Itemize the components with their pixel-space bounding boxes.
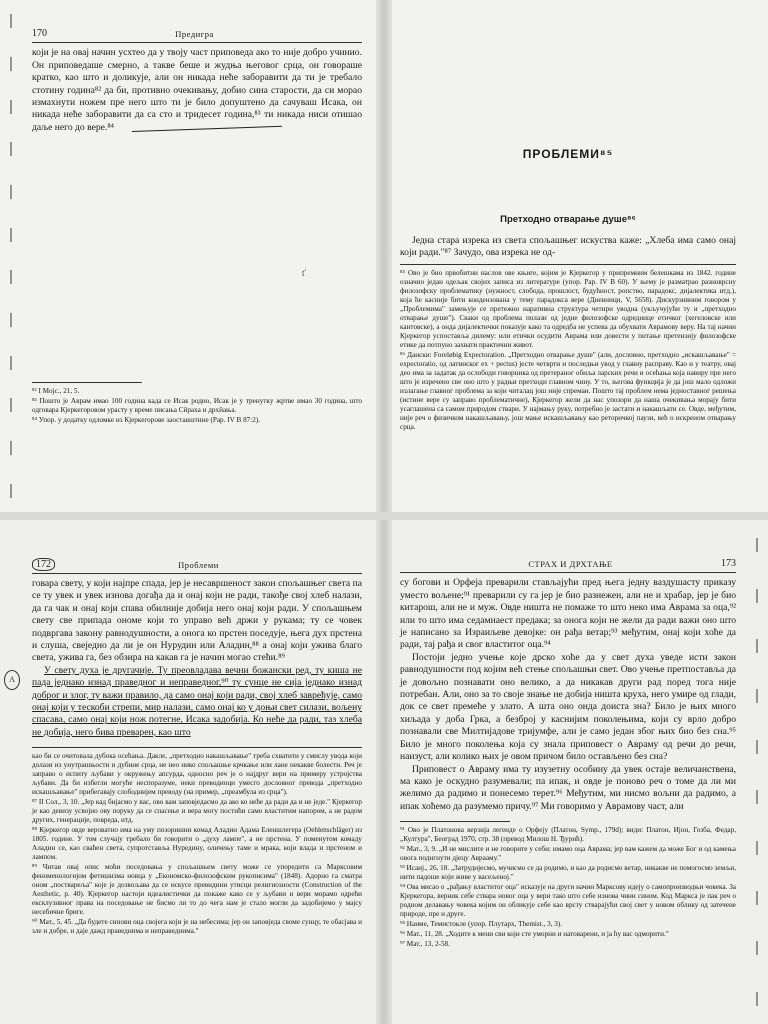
page-header xyxy=(32,558,362,574)
page-number: 172 xyxy=(32,558,55,571)
right-edge-binding-marks xyxy=(746,520,768,1024)
page-header xyxy=(32,28,362,43)
section-title: Претходно отварање душе⁸⁶ xyxy=(500,214,636,226)
footnote: ⁸⁵ Ово је био првобитни наслов ове књиге, којим је Кјеркегор у припремним белешкама из 1842. године означио један одељак својих записа из литературе (упор. Pap. IV B 60). У њему је разматрао разноврсну филозофску проблематику (нужност, слобода, прошлост, будућност, ропство, парадокс, дијалектика итд.), која ће касније бити кондензована у тему парадокса вере (Дневници, V, 5658). Дискурзивним говором у „Проблемима" замењује се претежно наративна структура четири уводна (укључујући ту и „претходно отварање душе"). Сваки од проблема полази од једне филозофске одреднице етичког (хегеловске или кантовске), а онда дијалектички показује како та одредба не успева да обухвати Аврамову веру. На тај начин Кјеркегор успоставља дилему: или етички осудити Аврама или довести у питање претензију филозофске етике да потпуно захвати практични живот. xyxy=(400,268,736,349)
paragraph: Приповест о Авраму има ту изузетну особину да увек остаје величанствена, ма како је оскудно разумевали; па ипак, и овде је поново реч о томе да ли ми желимо да радимо и понесемо терет.⁹⁶ Међутим, ми нисмо вољни да радимо, а ипак хоћемо да разумемо причу.⁹⁷ Ми говоримо у Аврамову част, али xyxy=(400,763,736,812)
paragraph: Једна стара изрека из света спољашњег искуства каже: „Хлеба има само онај који ради."⁸⁷ Зачудо, ова изрека не од- xyxy=(400,234,736,259)
page-170 xyxy=(32,0,362,512)
body-text xyxy=(32,47,362,134)
page-number: 170 xyxy=(32,28,47,39)
running-head: СТРАХ И ДРХТАЊЕ xyxy=(528,559,613,569)
running-head: Предигра xyxy=(175,29,214,39)
footnote: ⁹⁵ Наиме, Темистокле (упор. Плутарх, Themist., 3, 3). xyxy=(400,920,563,929)
running-head: Проблеми xyxy=(178,559,219,570)
page-171 xyxy=(400,0,736,512)
chapter-title: ПРОБЛЕМИ⁸⁵ xyxy=(522,147,614,161)
body-text xyxy=(400,235,736,260)
bottom-photocopy-sheet xyxy=(0,520,768,1024)
paragraph: Постоји једно учење које дрско хоће да у свет духа уведе исти закон равнодушности под којим већ стење спољашњи свет. Ово учење претпоставља да је довољно познавати оно велико, а да никакав други рад поред тога није потребан. Али, оно за то своје знање не добија ништа круха, него умире од глади, док се свет прeмеће у злато. А шта оно онда доиста зна? Било је њих много хиљада у доба Грка, а безброј у каснијим поколењима, који су врло добро познавали све Милтијадове тријумфе, али је само један због њих био без сна.⁹⁵ Било је много поколења која су знала приповест о Авраму од речи до речи, наизуст, али колико њих је овом причом било остављено без сна? xyxy=(400,651,736,763)
book-gutter xyxy=(376,520,392,1024)
paragraph: који је на овај начин усхтео да у твоју част приповеда ако то није добро учинио. Он приповедаше смерно, а такве беше и жудња његовог срца, он говораше кратко, као што и доликује, али он никада неће заборавити да ти је требало стотину година⁸² да би, противно очекивању, добио сина старости, да си морао измахнути ножем пре него што ти је било допуштено да сачуваш Исака, он никада неће заборавити да са сто и тридесет година,⁸³ ти никада ниси отишао даље него до вере.⁸⁴ xyxy=(32,47,362,133)
stray-mark: ť xyxy=(302,268,306,278)
footnote: ⁸³ Пошто је Аврам имао 100 година када се Исак родио, Исак је у тренутку жртве имао 30 година, што одговара Кјеркегоровом урасту у време писања Сйраха и дрхйања. xyxy=(32,397,362,415)
page-172 xyxy=(32,520,362,1024)
body-text xyxy=(400,577,736,813)
footnote: ⁸⁸ Кјеркегор овде вероватно има на уму позоришни комад Аладин Адама Еленшлегера (Oehlenschläger) из 1805. године. У том случају требало би говорити о „духу лампе", а не прстена. У поменутом комаду Аладин се, као сваћен света, супротстављa Нурединy, оличењу таме и мрака, који влада и прстеном и лампом. xyxy=(32,826,362,862)
footnote: као би се очитовала дубока осећања. Дакле, „претходно накашљавање" треба схватити у смислу увода који долази из унутрашњости и дубине срца, не нео нико спољашње крчкање или лане некакве болести. Реч је заправо о испиту љубави у окружењу апсурда, односно реч је о најдруг вери на примеру устројства љубави. Да би избегли могуће неспоразуме, неки преводиоци умесго дословног превода „претходно искашљавање" прибегавају слободнијем преводу (на пример, „преамбула из срца"). xyxy=(32,752,362,797)
body-text xyxy=(32,578,362,739)
page-number: 173 xyxy=(721,558,736,569)
footnote: ⁸⁶ Дански: Foreløbig Expectoration. „Претходно отварање душе" (али, дословно, претходно „искашљавање" = expectoratio, од латинског ex + pectus) јесте четврти и последњи увод у главну расправу. Као и у театру, овај део има за задатак да ослободи говорника од претераног обиља ларских речи и осећања која навиру пре него што је изречено све оно што у радњи претходи главном чину. У то, његова функција је да још мало одложи излагање главног проблема за који читалац још није спреман. Пошто тај проблем нема једноставног решења (истине вере су заправо проблематичне), Кјеркегор жели да нас упозори да наша очекивања морају бити усаглашена са самом природом ствари. У најмању руку, потребно је застати и накашљати се. Овде, међутим, није реч о физичком накашљавању, још мање искашљавању као реторичкој паузи, већ о искреном отварању срца. xyxy=(400,350,736,431)
footnote-rule xyxy=(32,382,142,383)
footnote: ⁸⁴ Упор. у додатку одломке из Кјеркегорове заоставштине (Pap. IV B 87:2). xyxy=(32,416,261,425)
footnote-rule xyxy=(32,747,362,748)
footnotes xyxy=(32,387,362,425)
footnote-rule xyxy=(400,821,510,822)
footnotes xyxy=(400,826,736,949)
book-gutter xyxy=(376,0,392,512)
paragraph: су богови и Орфеја преварили стављајући пред њега једну ваздушасту приказу уместо вољене;⁹¹ преварили су га јер је био разнежен, али не и храбар, јер је био китарош, али не и муж. Овде ништа не помаже то што неко има Аврама за оца,⁹² или то што има седамнаест предака; за онога који не жели да ради важи оно што је написано за Израиљеве девојке: он рађа ветар;⁹³ међутим, онај који хоће да ради, тај рађа и свог властитог оца.⁹⁴ xyxy=(400,577,736,651)
left-edge-binding-marks xyxy=(0,0,22,512)
footnote: ⁹² Мат., 3, 9. „И не мислите и не говорите у себи: имамо оца Аврама; јер вам кажем да може Бог и од камења овога подигнути дјецу Аврааму." xyxy=(400,845,736,863)
footnote: ⁹¹ Ово је Платонова верзија легенде о Орфеју (Платон, Symp., 179d); види: Платон, Ијон, Гозба, Федар, „Култура", Београд 1970, стр. 38 (превод Милош Н. Ђурић). xyxy=(400,826,736,844)
page-header xyxy=(400,558,736,573)
footnote-rule xyxy=(400,264,736,265)
footnote: ⁹⁴ Ова мисао о „рађању властитог оца" исказује на други начин Марксову идеју о самопроизводњи човека. За Кјеркегора, верник себе ствара новог оца у вери тако што себе изнова чини сином. Код Маркса је пак реч о родном делавању човека којим он обликује себе као врсту стварајући свој свет у новом облику од затечене природе, пре и друге. xyxy=(400,883,736,919)
footnote: ⁸⁹ Читав овај опис моћи поседовања у спољашњем свету може се упоредити са Марксовим феноменологијом фетишизма новца у „Економско-филозофским рукописима" (1848). Адорно га сматра оном „поствареља" које је дозвољава да се искусе превидини утисци религиозности (Construction of the Aesthetic, p. 40). Кјеркегор настоји идеалистички да покаже како се у љубави и вери морамо одрећи ексклузивног права на поседовање не бисмо ли то до чега нам је стало могли да задобијемо у мајсу несебичне бриге. xyxy=(32,863,362,917)
handwritten-circled-letter-icon: A xyxy=(4,670,20,690)
footnote: ⁹⁰ Мат., 5, 45. „Да будете синови оца својега који је на небесима; јер он заповједа своме сунцу, те обасјава и зле и добре, и даје дажд праведнима и неправеднима." xyxy=(32,918,362,936)
footnotes xyxy=(32,752,362,936)
footnote: ⁹⁶ Мат., 11, 28. „Ходите к мени сви који сте уморни и натоварени, и ја ћу вас одморити." xyxy=(400,930,669,939)
page-173 xyxy=(400,520,736,1024)
footnote: ⁹³ Исаиј., 26, 18. „Затруднјесмо, мучисмо се да родимо, и као да родисмо ветар, никакве не помогосмо земљи, нити падоше који живе у васељеној." xyxy=(400,864,736,882)
footnote: ⁹⁷ Мат., 13, 2-58. xyxy=(400,940,450,949)
paragraph: говара свету, у који најпре спада, јер је несавршеност закон спољашњег света па се ту увек и увек изнова догађа да и онај који не ради, такође свој хлеб налази, да га чак и онај који спава обилније добија него онај који ради. У спољашњем свету све припада ономе који то управо већ држи у рукама; ту се човек подвргава закону равнодушности, а онога ко прстен поседује, њега дух прстена и слуша, свеједно да ли је он Нурудин или Аладин,⁸⁸ а онај који ужива благо света, ужива га, без обзира на какав га је начин могао стећи.⁸⁹ xyxy=(32,578,362,664)
footnote: ⁸⁷ II Сол., 3, 10. „Јер кад бијасмо у вас, ово вам заповједасмо да ако ко неће да ради да и не једе." Кјеркегор је као девизу усвојио ову поруку да се спасење и вера могу постићи само властитим напором, а не радом других, генерације, повреда, итд. xyxy=(32,798,362,825)
footnote: ⁸² I Moјс., 21, 5. xyxy=(32,387,80,396)
footnotes xyxy=(400,269,736,432)
paragraph: У свету духа је другачије. Ту преовладава вечни божански ред, ту киша не пада једнако изнад праведног и неправедног,⁹⁰ ту сунце не сија једнако изнад доброг и злог, ту важи правило, да само онај који ради, свој хлеб заврећује, само онај који у тескоби стрепи, мир налази, само онај ко у доњи свет силази, вољену спасава, само онај који нож потегне, Исака задобија. Ко неће да ради, таз хлеба не добија, него бива преварен, као што xyxy=(32,664,362,738)
